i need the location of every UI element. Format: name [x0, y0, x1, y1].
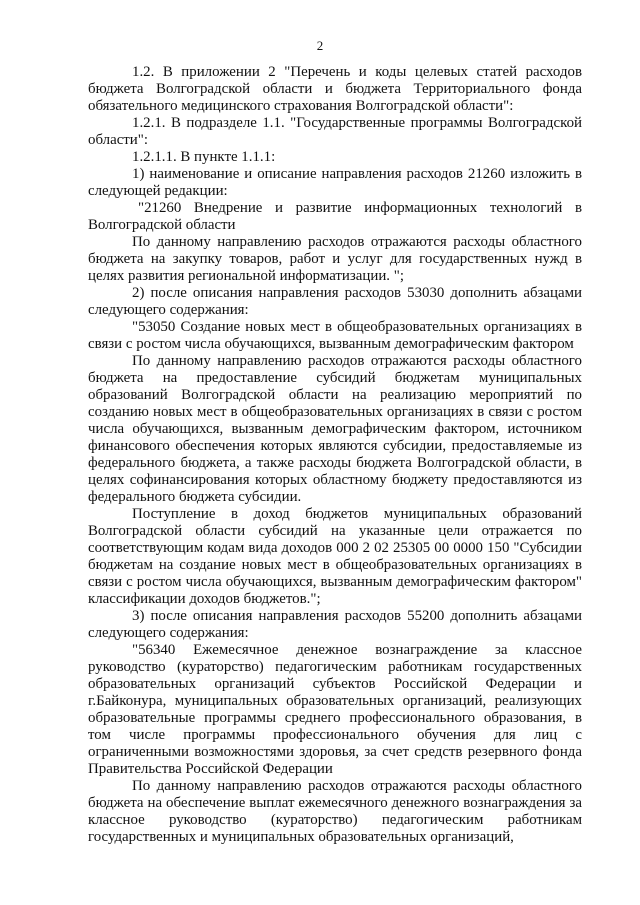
paragraph-appendix-2-intro: 1.2. В приложении 2 "Перечень и коды целевых статей расходов бюджета Волгоградской области и бюджета Территориального фонда обязательного медицинского страхования Волгоградской области":: [88, 64, 582, 114]
paragraph-change-3: 3) после описания направления расходов 55200 дополнить абзацами следующего содержания:: [88, 608, 582, 641]
page-number: 2: [316, 38, 324, 53]
paragraph-subsection-1-1: 1.2.1. В подразделе 1.1. "Государственные программы Волгоградской области":: [88, 115, 582, 148]
paragraph-code-53050-title: "53050 Создание новых мест в общеобразовательных организациях в связи с ростом числа обучающихся, вызванным демографическим фактором: [88, 319, 582, 352]
paragraph-code-21260-description: По данному направлению расходов отражаются расходы областного бюджета на закупку товаров, работ и услуг для государственных нужд в целях развития региональной информатизации. ";: [88, 234, 582, 284]
paragraph-change-1: 1) наименование и описание направления расходов 21260 изложить в следующей редакции:: [88, 166, 582, 199]
paragraph-code-53050-income: Поступление в доход бюджетов муниципальных образований Волгоградской области субсидий на указанные цели отражается по соответствующим кодам вида доходов 000 2 02 25305 00 0000 150 "Субсидии бюджетам на создание новых мест в общеобразовательных организациях в связи с ростом числа обучающихся, вызванным демографическим фактором" классификации доходов бюджетов.";: [88, 506, 582, 607]
paragraph-code-53050-description: По данному направлению расходов отражаются расходы областного бюджета на предоставление субсидий бюджетам муниципальных образований Волгоградской области на реализацию мероприятий по созданию новых мест в общеобразовательных организациях в связи с ростом числа обучающихся, вызванным демографическим фактором, источником финансового обеспечения которых являются субсидии, предоставляемые из федерального бюджета, а также расходы бюджета Волгоградской области, в целях софинансирования которых областному бюджету предоставляются из федерального бюджета субсидии.: [88, 353, 582, 505]
paragraph-code-56340-title: "56340 Ежемесячное денежное вознаграждение за классное руководство (кураторство) педагогическим работникам государственных образовательных организаций субъектов Российской Федерации и г.Байконура, муниципальных образовательных организаций, реализующих образовательные программы среднего профессионального образования, в том числе программы профессионального обучения для лиц с ограниченными возможностями здоровья, за счет средств резервного фонда Правительства Российской Федерации: [88, 642, 582, 777]
paragraph-code-21260-title: "21260 Внедрение и развитие информационных технологий в Волгоградской области: [88, 200, 582, 233]
paragraph-item-1-1-1: 1.2.1.1. В пункте 1.1.1:: [132, 149, 276, 165]
paragraph-code-56340-description: По данному направлению расходов отражаются расходы областного бюджета на обеспечение выплат ежемесячного денежного вознаграждения за классное руководство (кураторство) педагогическим работникам государственных и муниципальных образовательных организаций,: [88, 778, 582, 845]
document-body: [88, 64, 582, 846]
paragraph-change-2: 2) после описания направления расходов 53030 дополнить абзацами следующего содержания:: [88, 285, 582, 318]
